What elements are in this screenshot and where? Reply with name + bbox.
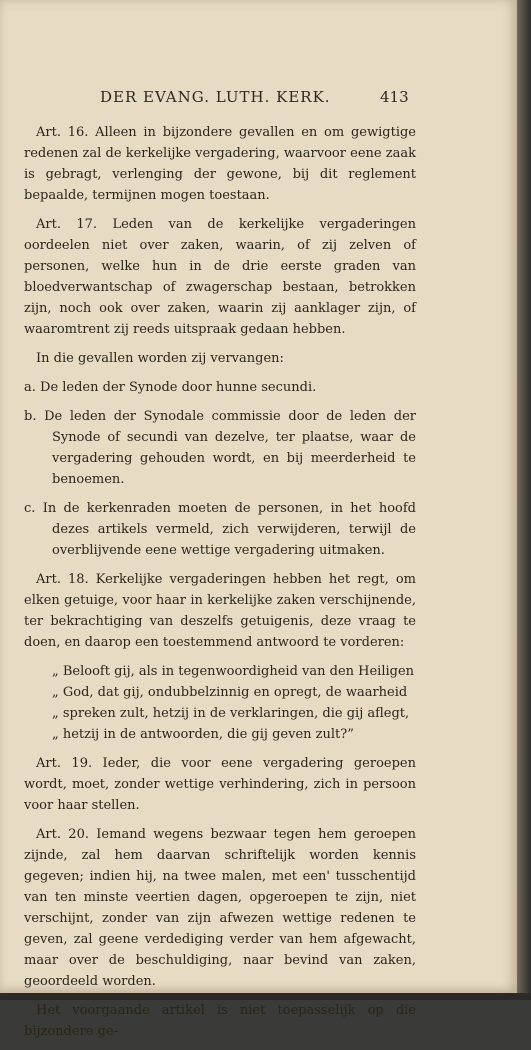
list-item-c: c. In de kerkenraden moeten de personen, in het hoofd dezes artikels vermeld, zich verwijderen, terwijl de overblijvende eene wettige vergadering uitmaken. [24,501,416,558]
page-body [24,122,416,1050]
page-bottom-shadow [0,993,531,1000]
page-number: 413 [380,88,409,106]
article-20: Art. 20. Iemand wegens bezwaar tegen hem geroepen zijnde, zal hem daarvan schriftelijk worden kennis gegeven; indien hij, na twee malen, met een' tusschentijd van ten minste veertien dagen, opgeroepen te zijn, niet verschijnt, zonder van zijn afwezen wettige redenen te geven, zal geene verdediging verder van hem afgewacht, maar over de beschuldiging, naar bevind van zaken, geoordeeld worden. [24,827,416,989]
page-edge-shadow [517,0,531,1000]
oath-quote [24,661,416,745]
quote-line-1: „ Belooft gij, als in tegenwoordigheid van den Heiligen [52,664,415,679]
quote-line-2: „ God, dat gij, ondubbelzinnig en opregt, de waarheid [52,685,408,700]
list-item-b: b. De leden der Synodale commissie door de leden der Synode of secundi van dezelve, ter plaatse, waar de vergadering gehouden wordt, en bij meerderheid te benoemen. [24,409,416,487]
article-20-continuation: Het voorgaande artikel is niet toepasselijk op die bijzondere ge- [24,1003,416,1039]
article-17-intro: In die gevallen worden zij vervangen: [36,351,284,366]
article-17: Art. 17. Leden van de kerkelijke vergaderingen oordeelen niet over zaken, waarin, of zij zelven of personen, welke hun in de drie eerste graden van bloedverwantschap of zwagerschap bestaan, betrokken zijn, noch ook over zaken, waarin zij aanklager zijn, of waaromtrent zij reeds uitspraak gedaan hebben. [24,217,416,337]
article-18: Art. 18. Kerkelijke vergaderingen hebben het regt, om elken getuige, voor haar in kerkelijke zaken verschijnende, ter bekrachtiging van deszelfs getuigenis, deze vraag te doen, en daarop een toestemmend antwoord te vorderen: [24,572,416,650]
article-19: Art. 19. Ieder, die voor eene vergadering geroepen wordt, moet, zonder wettige verhindering, zich in persoon voor haar stellen. [24,756,416,813]
list-item-a: a. De leden der Synode door hunne secundi. [24,380,317,395]
running-header: DER EVANG. LUTH. KERK. [100,88,331,106]
article-16: Art. 16. Alleen in bijzondere gevallen en om gewigtige redenen zal de kerkelijke vergadering, waarvoor eene zaak is gebragt, verlenging der gewone, bij dit reglement bepaalde, termijnen mogen toestaan. [24,125,416,203]
quote-line-4: „ hetzij in de antwoorden, die gij geven zult?” [52,727,354,742]
quote-line-3: „ spreken zult, hetzij in de verklaringen, die gij aflegt, [52,706,410,721]
